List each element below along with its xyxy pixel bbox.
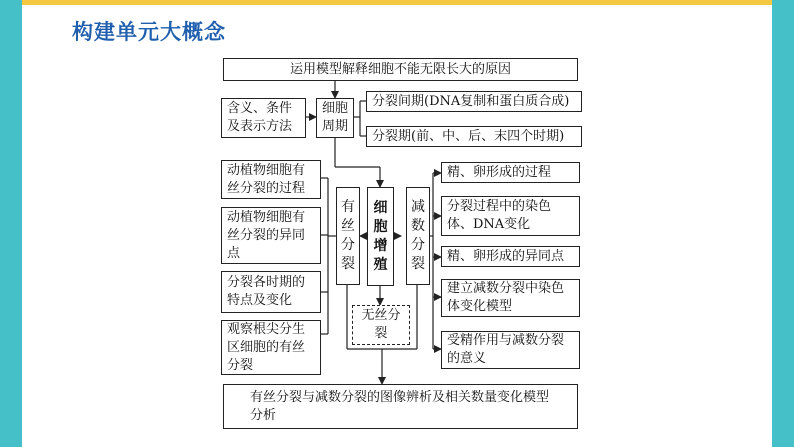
node-cell-proliferation: 细胞增殖 — [367, 187, 394, 286]
node-right-2: 分裂过程中的染色体、DNA变化 — [441, 196, 580, 236]
node-amitosis: 无丝分裂 — [352, 305, 410, 345]
section-title: 构建单元大概念 — [72, 20, 226, 44]
node-interphase: 分裂间期(DNA复制和蛋白质合成) — [366, 91, 582, 112]
node-left-4: 观察根尖分生区细胞的有丝分裂 — [221, 320, 321, 375]
node-left-1: 动植物细胞有丝分裂的过程 — [221, 160, 321, 199]
node-left-3: 分裂各时期的特点及变化 — [221, 271, 321, 313]
node-right-3: 精、卵形成的异同点 — [441, 246, 580, 267]
node-right-4: 建立减数分裂中染色体变化模型 — [441, 279, 580, 317]
node-meaning: 含义、条件及表示方法 — [221, 98, 306, 138]
node-cell-cycle: 细胞周期 — [316, 98, 354, 138]
node-m-phase: 分裂期(前、中、后、末四个时期) — [366, 126, 582, 147]
node-bottom: 有丝分裂与减数分裂的图像辨析及相关数量变化模型分析 — [223, 384, 578, 429]
node-top: 运用模型解释细胞不能无限长大的原因 — [223, 58, 578, 81]
node-mitosis: 有丝分裂 — [336, 187, 360, 285]
node-right-5: 受精作用与减数分裂的意义 — [441, 331, 580, 369]
node-meiosis: 减数分裂 — [406, 187, 430, 285]
node-left-2: 动植物细胞有丝分裂的异同点 — [221, 207, 321, 264]
node-right-1: 精、卵形成的过程 — [441, 162, 580, 183]
